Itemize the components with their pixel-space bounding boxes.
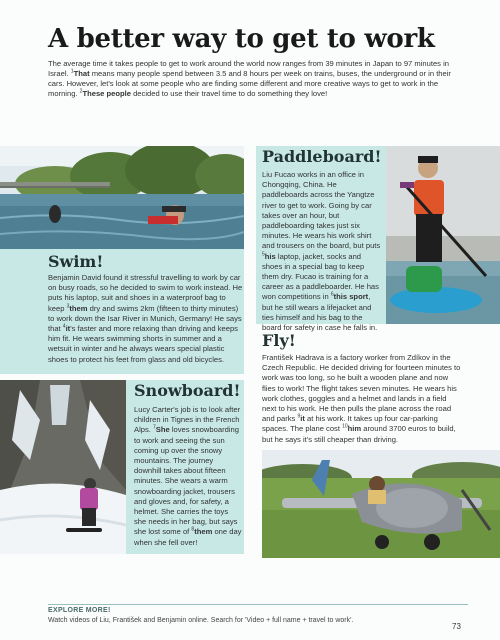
intro-text-3: decided to use their travel time to do something they love!	[130, 89, 328, 98]
snow-text	[134, 405, 242, 548]
swim-text	[48, 273, 244, 365]
ref-word-10: him	[347, 424, 362, 434]
intro-text-2: means many people spend between 3.5 and 8 hours per week on trains, buses, the underground or in their cars. However, let's look at some people who are finding some different and more creative ways to get to work in the morning.	[48, 69, 451, 98]
ref-8: 8	[191, 526, 195, 533]
ref-word-4: it	[65, 324, 71, 334]
ref-4: 4	[62, 323, 66, 330]
paddle-photo	[386, 146, 500, 324]
paddle-text-3: , but he still wears a lifejacket and ties himself and his bag to the board for safety in case he falls in.	[262, 292, 378, 333]
ref-word-2: These people	[82, 89, 131, 98]
ref-6: 6	[330, 291, 334, 298]
ref-9: 9	[297, 413, 301, 420]
ref-3: 3	[66, 303, 70, 310]
intro-paragraph	[48, 59, 460, 99]
fly-text-3: around 3700 euros to build, but he says it's still cheaper than driving.	[262, 424, 456, 444]
ref-word-9: it	[300, 414, 305, 424]
snow-photo	[0, 380, 126, 554]
ref-5: 5	[262, 251, 265, 258]
swim-photo	[0, 146, 244, 249]
ref-7: 7	[153, 424, 156, 431]
fly-photo	[262, 450, 500, 558]
swim-text-2: dry and swims 2km (fifteen to thirty minutes) to work down the Isar River in Munich, Germany! He says that	[48, 303, 242, 334]
swim-text-3: 's faster and more relaxing than driving and keeps him fit. He wears swimming shorts in summer and a wetsuit in winter and he always wears special plastic shoes to protect his feet from glass and old bicycles.	[48, 324, 238, 364]
ref-word-5: his	[264, 251, 276, 261]
ref-word-3: them	[69, 303, 88, 313]
fly-text-1: František Hadrava is a factory worker from Zdíkov in the Czech Republic. He decided driving for fourteen minutes to work was too long, so he built a wooden plane and now flies to work! The flight takes seven minutes. He wears his work clothes, goggles and a helmet and lands in a field next to his work. He then pulls the plane across the road and parks	[262, 353, 461, 424]
paddle-text-2: laptop, jacket, socks and shoes in a special bag to keep them dry. Fucao is training for a career as a paddleboarder. He has won competitions in	[262, 251, 379, 302]
fly-heading: Fly!	[262, 331, 296, 350]
swim-heading: Swim!	[48, 252, 104, 271]
explore-text: Watch videos of Liu, František and Benjamin online. Search for 'Video + full name + travel to work'.	[48, 617, 354, 624]
page-title: A better way to get to work	[48, 24, 435, 54]
paddle-text-1: Liu Fucao works in an office in Chongqing, China. He paddleboards across the Yangtze river to get to work. Going by car takes over an hour, but paddleboarding takes just six minutes. He wears his work shirt and trousers on the board, but puts	[262, 170, 381, 251]
fly-text	[262, 353, 462, 445]
paddle-heading: Paddleboard!	[262, 147, 382, 166]
intro-text-1: The average time it takes people to get to work around the world now ranges from 39 minutes in Japan to 97 minutes in Israel.	[48, 59, 450, 78]
snow-text-3: one day when she fell over!	[134, 527, 242, 547]
fly-text-2: at his work. It takes up four car-parking spaces. The plane cost	[262, 414, 438, 434]
swim-text-1: Benjamin David found it stressful travelling to work by car on busy roads, so he decided to swim to work instead. He puts his laptop, suit and shoes in a waterproof bag to keep	[48, 273, 243, 313]
snow-text-1: Lucy Carter's job is to look after children in Tignes in the French Alps.	[134, 405, 241, 435]
ref-word-6: this sport	[333, 292, 369, 302]
ref-10: 10	[342, 423, 348, 430]
page-number: 73	[452, 622, 461, 631]
snow-heading: Snowboard!	[134, 381, 241, 400]
ref-1: 1	[70, 68, 74, 75]
explore-label: EXPLORE MORE!	[48, 607, 111, 614]
explore-divider	[48, 604, 468, 605]
paddle-text	[262, 170, 382, 333]
snow-text-2: loves snowboarding to work and seeing the sun coming up over the snowy mountains. The journey downhill takes about fifteen minutes. She wears a warm snowboarding jacket, trousers and gloves and, for safety, a helmet. She carries the toys she needs in her bag, but says she lost some of	[134, 425, 239, 537]
ref-word-8: them	[194, 527, 213, 537]
ref-word-1: That	[73, 69, 90, 78]
ref-2: 2	[79, 88, 83, 95]
ref-word-7: She	[155, 425, 170, 435]
